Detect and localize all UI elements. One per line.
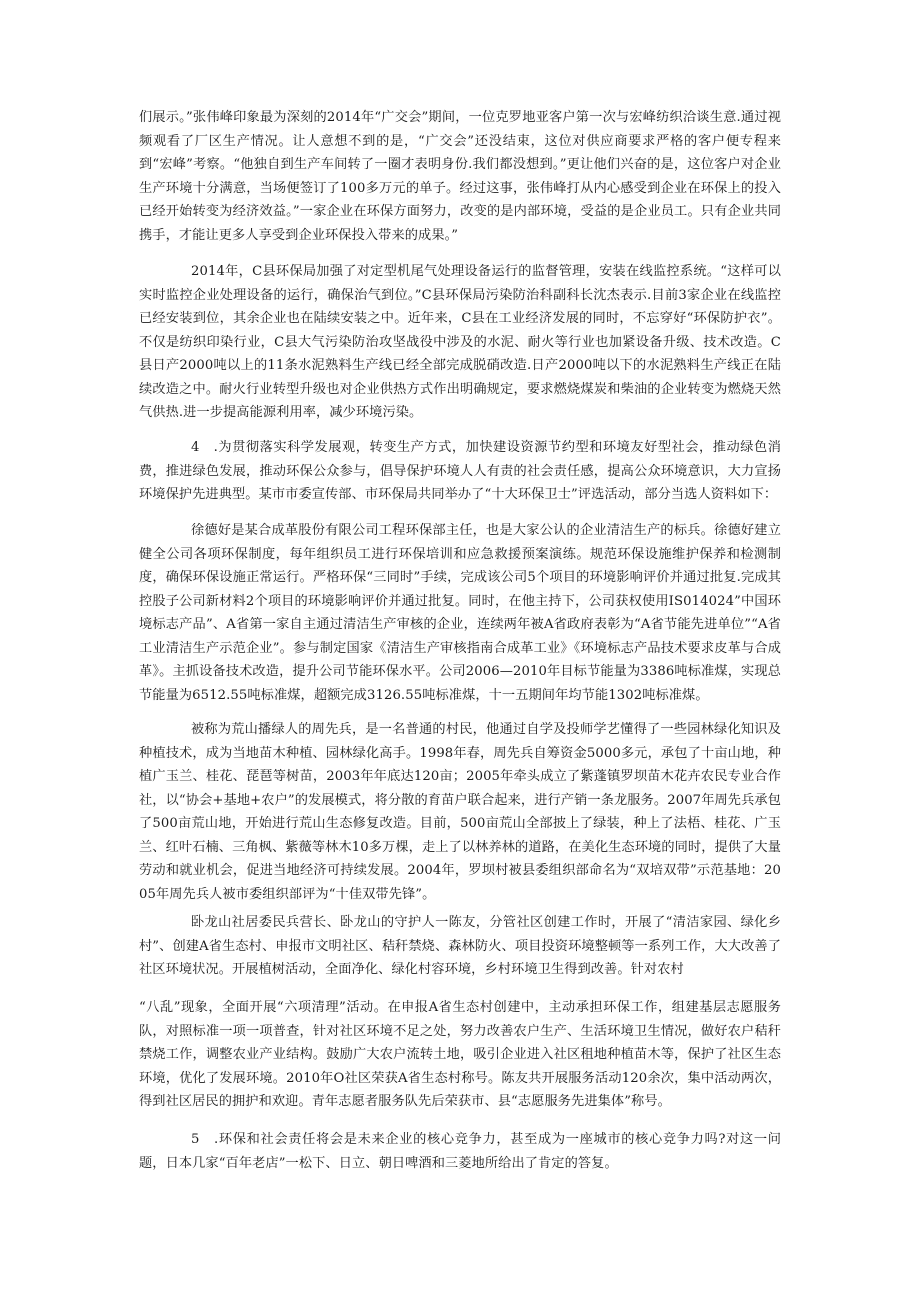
paragraph-zhang-weifeng-story: 们展示。”张伟峰印象最为深刻的2014年“广交会”期间，一位克罗地亚客户第一次与宏峰纺织洽谈生意.通过视频观看了厂区生产情况。让人意想不到的是，“广交会”还没结束，这位对供应商要求严格的客户便专程来到“宏峰”考察。“他独自到生产车间转了一圈才表明身份.我们都没想到。”更让他们兴奋的是，这位客户对企业生产环境十分满意，当场便签订了100多万元的单子。经过这事，张伟峰打从内心感受到企业在环保上的投入已经开始转变为经济效益。”一家企业在环保方面努力，改变的是内部环境，受益的是企业员工。只有企业共同携手，才能让更多人享受到企业环保投入带来的成果。”	[139, 110, 781, 243]
paragraph-xu-dehao: 徐德好是某合成革股份有限公司工程环保部主任，也是大家公认的企业清洁生产的标兵。徐德好建立健全公司各项环保制度，每年组织员工进行环保培训和应急救援预案演练。规范环保设施维护保养和检测制度，确保环保设施正常运行。严格环保“三同时”手续，完成该公司5个项目的环境影响评价并通过批复.完成其控股子公司新材料2个项目的环境影响评价并通过批复。同时，在他主持下，公司获权使用IS014024”中国环境标志产品”、A省第一家自主通过清洁生产审核的企业，连续两年被A省政府表彰为“A省节能先进单位”“A省工业清洁生产示范企业”。参与制定国家《清洁生产审核指南合成革工业》《环境标志产品技术要求皮革与合成革》。主抓设备技术改造，提升公司节能环保水平。公司2006—2010年目标节能量为3386吨标准煤，实现总节能量为6512.55吨标准煤，超额完成3126.55吨标准煤，十一五期间年均节能1302吨标准煤。	[139, 523, 781, 703]
paragraph-item-5-corporate-responsibility: 5 .环保和社会责任将会是未来企业的核心竞争力，甚至成为一座城市的核心竞争力吗?对这一问题，日本几家“百年老店”一松下、日立、朝日啤酒和三菱地所给出了肯定的答复。	[139, 1132, 781, 1171]
paragraph-item-4-environment-guardians: 4 .为贯彻落实科学发展观，转变生产方式，加快建设资源节约型和环境友好型社会，推动绿色消费，推进绿色发展，推动环保公众参与，倡导保护环境人人有责的社会责任感，提高公众环境意识，大力宣扬环境保护先进典型。某市市委宣传部、市环保局共同举办了“十大环保卫士”评选活动，部分当选人资料如下：	[139, 440, 781, 502]
paragraph-c-county-environment: 2014年，C县环保局加强了对定型机尾气处理设备运行的监督管理，安装在线监控系统。“这样可以实时监控企业处理设备的运行，确保治气到位。”C县环保局污染防治科副科长沈杰表示.目前3家企业在线监控已经安装到位，其余企业也在陆续安装之中。近年来，C县在工业经济发展的同时，不忘穿好“环保防护衣”。不仅是纺织印染行业，C县大气污染防治攻坚战役中涉及的水泥、耐火等行业也加紧设备升级、技术改造。C县日产2000吨以上的11条水泥熟料生产线已经全部完成脱硝改造.日产2000吨以下的水泥熟料生产线正在陆续改造之中。耐火行业转型升级也对企业供热方式作出明确规定，要求燃烧煤炭和柴油的企业转变为燃烧天然气供热.进一步提高能源利用率，减少环境污染。	[139, 264, 781, 420]
paragraph-chen-you-part1: 卧龙山社居委民兵营长、卧龙山的守护人一陈友，分管社区创建工作时，开展了“清洁家园、绿化乡村”、创建A省生态村、申报市文明社区、秸秆禁烧、森林防火、项目投资环境整顿等一系列工作，大大改善了社区环境状况。开展植树活动，全面净化、绿化村容环境，乡村环境卫生得到改善。针对农村	[139, 915, 781, 977]
paragraph-zhou-xianbing: 被称为荒山播绿人的周先兵，是一名普通的村民，他通过自学及投师学艺懂得了一些园林绿化知识及种植技术，成为当地苗木种植、园林绿化高手。1998年春，周先兵自筹资金5000多元，承包了十亩山地，种植广玉兰、桂花、琵琶等树苗，2003年年底达120亩；2005年牵头成立了紫蓬镇罗坝苗木花卉农民专业合作社，以“协会+基地+农户”的发展模式，将分散的育苗户联合起来，进行产销一条龙服务。2007年周先兵承包了500亩荒山地，开始进行荒山生态修复改造。目前，500亩荒山全部披上了绿装，种上了法梧、桂花、广玉兰、红叶石楠、三角枫、紫薇等林木10多万棵，走上了以林养林的道路，在美化生态环境的同时，提供了大量劳动和就业机会，促进当地经济可持续发展。2004年，罗坝村被县委组织部命名为“双培双带”示范基地：2005年周先兵人被市委组织部评为“十佳双带先锋”。	[139, 722, 781, 902]
paragraph-chen-you-part2: “八乱”现象，全面开展“六项清理”活动。在申报A省生态村创建中，主动承担环保工作，组建基层志愿服务队，对照标准一项一项普查，针对社区环境不足之处，努力改善农户生产、生活环境卫生情况，做好农户秸秆禁烧工作，调整农业产业结构。鼓励广大农户流转土地，吸引企业进入社区租地种植苗木等，保护了社区生态环境，优化了发展环境。2010年O社区荣获A省生态村称号。陈友共开展服务活动120余次，集中活动两次，得到社区居民的拥护和欢迎。青年志愿者服务队先后荣获市、县“志愿服务先进集体”称号。	[139, 1000, 781, 1109]
